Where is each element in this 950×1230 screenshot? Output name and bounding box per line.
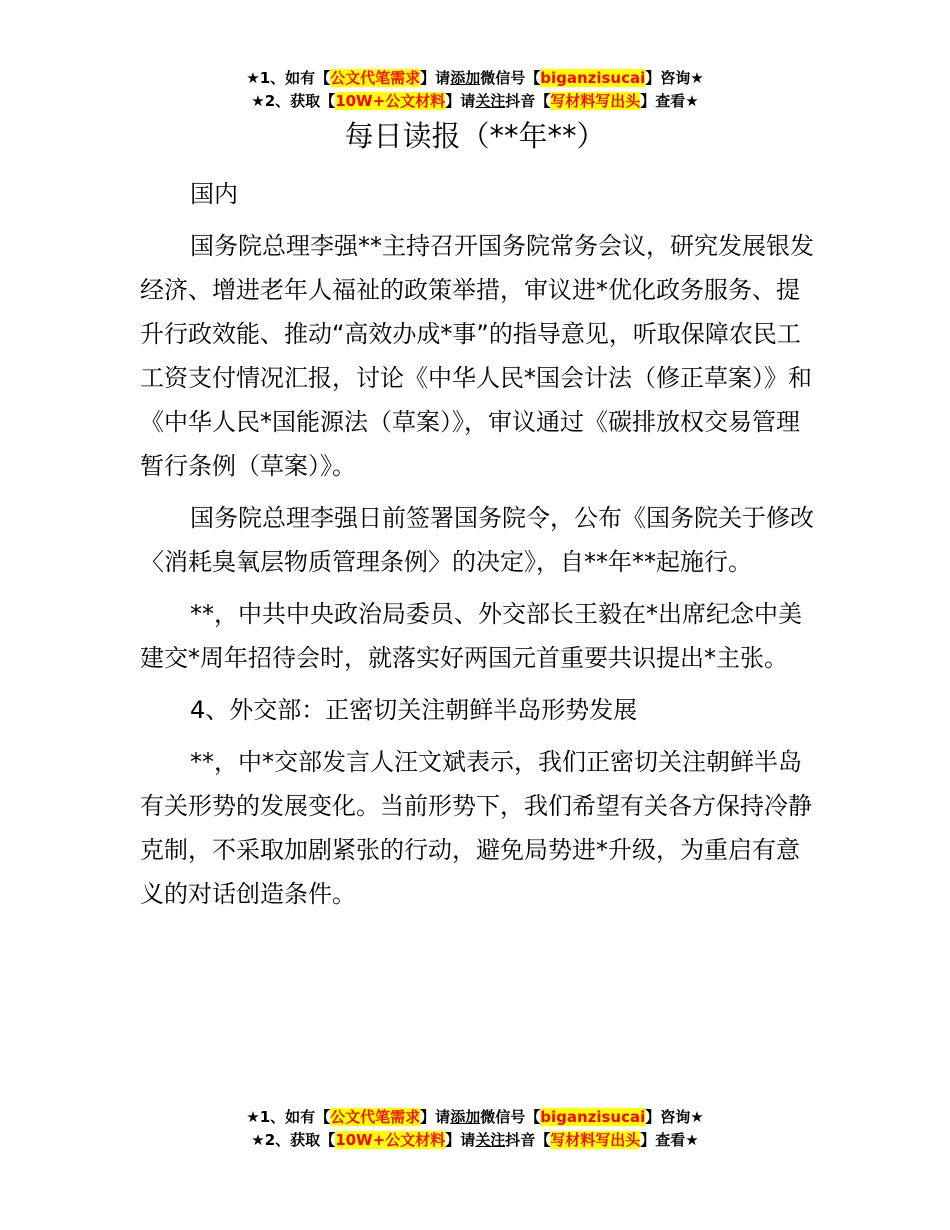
banner-text: 】查看★: [640, 1131, 699, 1149]
banner-text: ★2、获取【: [251, 92, 336, 110]
document-body: [140, 172, 820, 924]
banner-text: ★2、获取【: [251, 1131, 336, 1149]
paragraph: 国务院总理李强日前签署国务院令，公布《国务院关于修改〈消耗臭氧层物质管理条例〉的决定》，自**年**起施行。: [140, 504, 814, 576]
paragraph-heading: 4、外交部：正密切关注朝鲜半岛形势发展: [190, 696, 638, 724]
banner-text: 】请: [420, 69, 451, 87]
banner-underline: 添加: [450, 1108, 481, 1126]
banner-highlight: 公文代笔需求: [330, 69, 421, 87]
banner-line-2: [0, 90, 950, 113]
header-banner: [0, 67, 950, 113]
banner-underline: 关注: [475, 92, 506, 110]
banner-text: 微信号【: [480, 1108, 541, 1126]
banner-highlight-douyin: 写材料写出头: [550, 1131, 641, 1149]
banner-highlight-wechat: biganzisucai: [540, 1108, 646, 1126]
banner-highlight: 10W+公文材料: [335, 92, 446, 110]
banner-text: 】请: [445, 92, 476, 110]
banner-line-2: [0, 1129, 950, 1152]
banner-text: 抖音【: [505, 92, 551, 110]
footer-banner: [0, 1106, 950, 1152]
banner-text: 抖音【: [505, 1131, 551, 1149]
banner-highlight-wechat: biganzisucai: [540, 69, 646, 87]
banner-text: ★1、如有【: [246, 1108, 331, 1126]
section-heading: 国内: [190, 180, 238, 208]
document-title: 每日读报（**年**）: [344, 119, 606, 153]
banner-underline: 添加: [450, 69, 481, 87]
banner-highlight: 公文代笔需求: [330, 1108, 421, 1126]
banner-line-1: [0, 67, 950, 90]
paragraph: **，中共中央政治局委员、外交部长王毅在*出席纪念中美建交*周年招待会时，就落实好两国元首重要共识提出*主张。: [140, 600, 802, 672]
banner-text: 】请: [445, 1131, 476, 1149]
banner-highlight: 10W+公文材料: [335, 1131, 446, 1149]
banner-text: 微信号【: [480, 69, 541, 87]
banner-line-1: [0, 1106, 950, 1129]
paragraph: 国务院总理李强**主持召开国务院常务会议，研究发展银发经济、增进老年人福祉的政策举措，审议进*优化政务服务、提升行政效能、推动“高效办成*事”的指导意见，听取保障农民工工资支付情况汇报，讨论《中华人民*国会计法（修正草案）》和《中华人民*国能源法（草案）》，审议通过《碳排放权交易管理暂行条例（草案）》。: [140, 232, 814, 480]
banner-text: 】请: [420, 1108, 451, 1126]
banner-highlight-douyin: 写材料写出头: [550, 92, 641, 110]
banner-text: 】咨询★: [645, 69, 704, 87]
banner-underline: 关注: [475, 1131, 506, 1149]
banner-text: 】查看★: [640, 92, 699, 110]
paragraph: **，中*交部发言人汪文斌表示，我们正密切关注朝鲜半岛有关形势的发展变化。当前形势下，我们希望有关各方保持冷静克制，不采取加剧紧张的行动，避免局势进*升级，为重启有意义的对话创造条件。: [140, 748, 812, 908]
banner-text: ★1、如有【: [246, 69, 331, 87]
banner-text: 】咨询★: [645, 1108, 704, 1126]
